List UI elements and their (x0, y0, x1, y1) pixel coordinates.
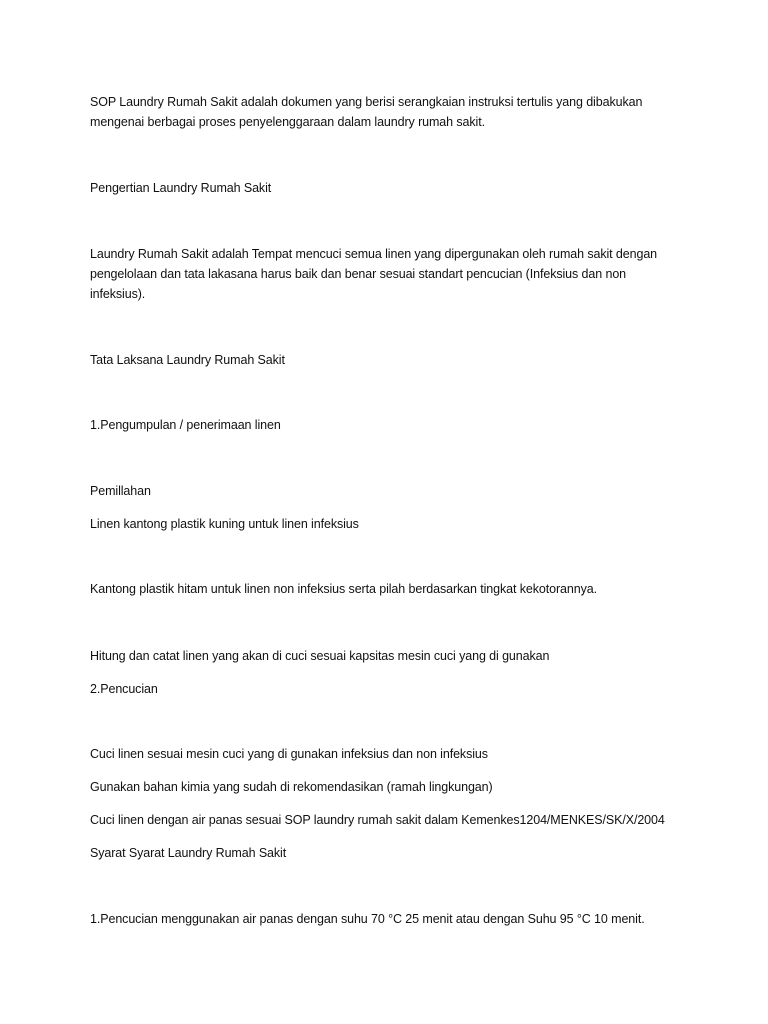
list-item-kantong-kuning: Linen kantong plastik kuning untuk linen infeksius (90, 517, 359, 531)
pemilahan-heading: Pemillahan (90, 484, 151, 498)
list-item-kantong-hitam: Kantong plastik hitam untuk linen non infeksius serta pilah berdasarkan tingkat kekotorannya. (90, 582, 597, 596)
syarat-item-1: 1.Pencucian menggunakan air panas dengan suhu 70 °C 25 menit atau dengan Suhu 95 °C 10 menit. (90, 912, 645, 926)
intro-line-2: mengenai berbagai proses penyelenggaraan dalam laundry rumah sakit. (90, 115, 485, 129)
heading-syarat: Syarat Syarat Laundry Rumah Sakit (90, 846, 287, 860)
intro-line-1: SOP Laundry Rumah Sakit adalah dokumen yang berisi serangkaian instruksi tertulis yang dibakukan (90, 95, 643, 109)
definition-line-1: Laundry Rumah Sakit adalah Tempat mencuci semua linen yang dipergunakan oleh rumah sakit dengan (90, 247, 658, 261)
list-item-hitung-catat: Hitung dan catat linen yang akan di cuci sesuai kapsitas mesin cuci yang di gunakan (90, 649, 550, 663)
heading-pengertian: Pengertian Laundry Rumah Sakit (90, 181, 272, 195)
heading-tata-laksana: Tata Laksana Laundry Rumah Sakit (90, 353, 285, 367)
step-1-heading: 1.Pengumpulan / penerimaan linen (90, 418, 281, 432)
definition-line-3: infeksius). (90, 287, 146, 301)
list-item-cuci-mesin: Cuci linen sesuai mesin cuci yang di gunakan infeksius dan non infeksius (90, 747, 488, 761)
step-2-heading: 2.Pencucian (90, 682, 158, 696)
definition-line-2: pengelolaan dan tata lakasana harus baik dan benar sesuai standart pencucian (Infeksius dan non (90, 267, 627, 281)
list-item-air-panas: Cuci linen dengan air panas sesuai SOP laundry rumah sakit dalam Kemenkes1204/MENKES/SK/X/2004 (90, 813, 665, 827)
list-item-bahan-kimia: Gunakan bahan kimia yang sudah di rekomendasikan (ramah lingkungan) (90, 780, 493, 794)
